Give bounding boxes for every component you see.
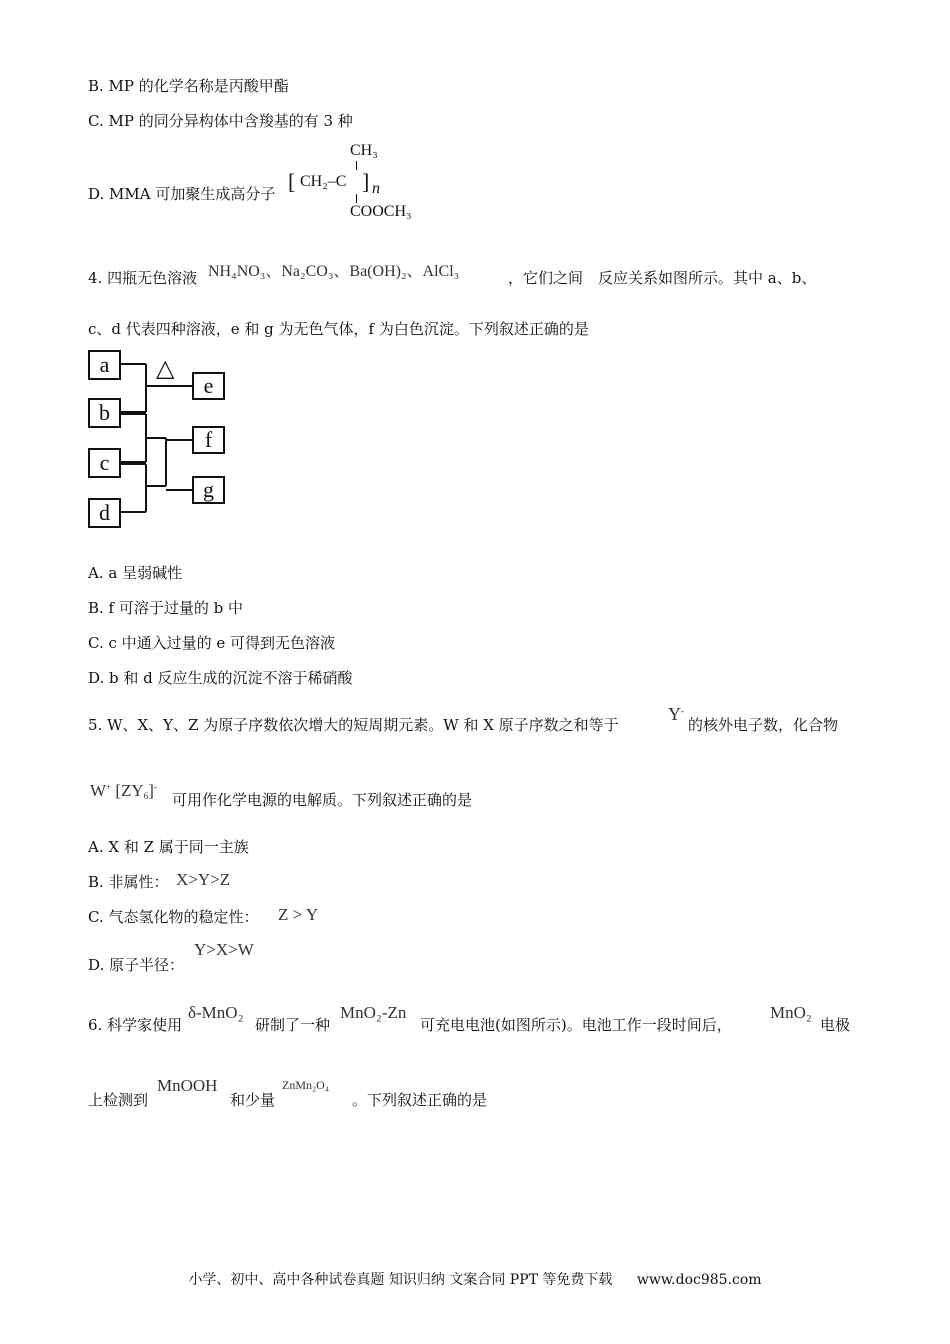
heat-symbol: △ [156, 354, 175, 382]
page-footer [0, 1269, 950, 1289]
polymer-structure: CH₃ [ CH₂–C ] n COOCH₃ [288, 142, 412, 220]
q5-stem-suffix: 的核外电子数，化合物 [688, 716, 839, 734]
box-d: d [88, 498, 121, 528]
q4-option-c: C. c 中通入过量的 e 可得到无色溶液 [88, 634, 336, 652]
q6-stem-mid3: 和少量 [230, 1091, 276, 1109]
q6-stem-prefix: 6. 科学家使用 [88, 1016, 183, 1034]
polymer-n: n [372, 180, 380, 197]
q6-stem-end2: 。下列叙述正确的是 [352, 1091, 488, 1109]
box-c: c [88, 448, 121, 478]
q4-option-d: D. b 和 d 反应生成的沉淀不溶于稀硝酸 [88, 669, 353, 687]
q4-option-b: B. f 可溶于过量的 b 中 [88, 599, 244, 617]
q4-formula: NH₄NO₃、Na₂CO₃、Ba(OH)₂、AlCl₃ [208, 263, 460, 280]
reaction-diagram [86, 348, 231, 530]
q4-stem-suffix: ，它们之间 反应关系如图所示。其中 a、b、 [508, 269, 817, 287]
box-g: g [192, 476, 225, 504]
q6-stem-mid2: 可充电电池(如图所示)。电池工作一段时间后， [420, 1016, 732, 1034]
q5-stem-prefix: 5. W、X、Y、Z 为原子序数依次增大的短周期元素。W 和 X 原子序数之和等于 [88, 716, 619, 734]
q5-option-a: A. X 和 Z 属于同一主族 [88, 838, 249, 856]
box-f: f [192, 426, 225, 454]
q6-formula-5: ZnMn₂O₄ [282, 1078, 330, 1092]
polymer-bottom-group: COOCH₃ [350, 203, 412, 220]
q5-option-c-label: C. 气态氢化物的稳定性： [88, 908, 259, 926]
q5-option-b-formula: X>Y>Z [176, 870, 231, 889]
polymer-main-chain: CH₂–C [300, 173, 347, 190]
q4-stem-prefix: 4. 四瓶无色溶液 [88, 269, 198, 287]
q5-ion: Y- [668, 704, 684, 724]
q5-stem-line2: 可用作化学电源的电解质。下列叙述正确的是 [172, 791, 473, 809]
box-a: a [88, 350, 121, 380]
q5-compound: W+ $[ZY_6]^-$ [90, 781, 157, 801]
footer-text: 小学、初中、高中各种试卷真题 知识归纳 文案合同 PPT 等免费下载 [188, 1272, 613, 1288]
q4-option-a: A. a 呈弱碱性 [88, 564, 183, 582]
q5-option-d-formula: Y>X>W [194, 940, 254, 959]
q6-formula-2: MnO₂-Zn [340, 1003, 407, 1022]
box-b: b [88, 398, 121, 428]
q3-option-b: B. MP 的化学名称是丙酸甲酯 [88, 77, 289, 95]
q6-formula-1: δ-MnO₂ [188, 1003, 244, 1022]
q6-formula-4: MnOOH [157, 1076, 218, 1095]
q4-stem-line2: c、d 代表四种溶液，e 和 g 为无色气体，f 为白色沉淀。下列叙述正确的是 [88, 320, 589, 338]
q6-formula-3: MnO₂ [770, 1003, 812, 1022]
footer-url[interactable]: www.doc985.com [636, 1272, 762, 1288]
q5-option-c-formula: Z > Y [278, 905, 319, 924]
q6-stem-mid1: 研制了一种 [255, 1016, 331, 1034]
q3-option-d: D. MMA 可加聚生成高分子 [88, 185, 276, 203]
q5-option-b-label: B. 非属性： [88, 873, 169, 891]
box-e: e [192, 372, 225, 400]
q3-option-c: C. MP 的同分异构体中含羧基的有 3 种 [88, 112, 353, 130]
q6-stem-end1: 电极 [820, 1016, 851, 1034]
polymer-top-group: CH₃ [350, 142, 378, 159]
q5-option-d-label: D. 原子半径： [88, 956, 185, 974]
q6-stem-line2-prefix: 上检测到 [88, 1091, 149, 1109]
